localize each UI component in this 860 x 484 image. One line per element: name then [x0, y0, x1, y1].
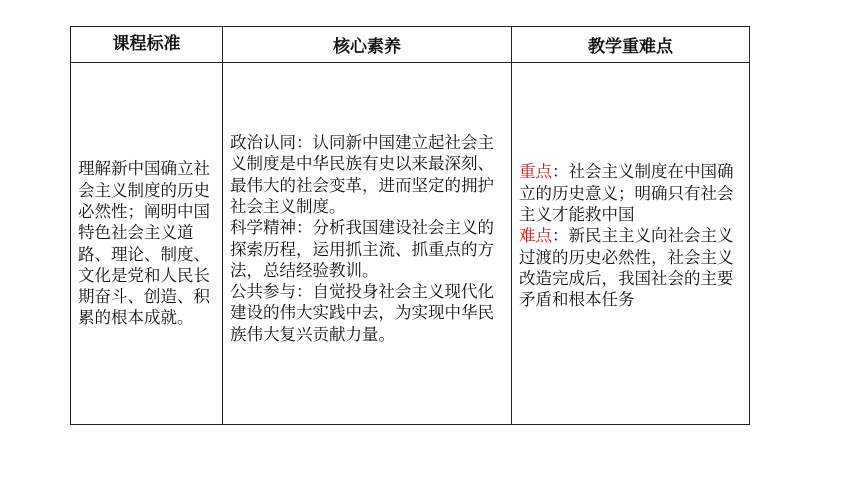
- header-teaching-focus: 教学重难点: [512, 27, 750, 63]
- curriculum-table: [70, 26, 750, 425]
- cell-core-literacy: [223, 63, 512, 425]
- cell-teaching-focus: [512, 63, 750, 425]
- core-literacy-text: [223, 132, 508, 345]
- scientific-spirit-paragraph: 科学精神：分析我国建设社会主义的探索历程，运用抓主流、抓重点的方法，总结经验教训。: [230, 218, 494, 280]
- header-curriculum-standard: 课程标准: [71, 27, 223, 63]
- key-point-paragraph: [519, 161, 734, 225]
- public-participation-paragraph: 公共参与：自觉投身社会主义现代化建设的伟大实践中去，为实现中华民族伟大复兴贡献力量。: [230, 282, 494, 344]
- difficult-point-label: 难点: [519, 226, 552, 246]
- political-identity-paragraph: 政治认同：认同新中国建立起社会主义制度是中华民族有史以来最深刻、最伟大的社会变革，进而坚定的拥护社会主义制度。: [230, 133, 494, 216]
- content-row: [71, 63, 750, 425]
- header-core-literacy: 核心素养: [223, 27, 512, 63]
- header-row: [71, 27, 750, 63]
- difficult-point-text: ：新民主主义向社会主义过渡的历史必然性，社会主义改造完成后，我国社会的主要矛盾和根本任务: [519, 226, 734, 310]
- difficult-point-paragraph: [519, 225, 734, 310]
- curriculum-standard-text: 理解新中国确立社会主义制度的历史必然性；阐明中国特色社会主义道路、理论、制度、文化是党和人民长期奋斗、创造、积累的根本成就。: [78, 159, 210, 328]
- key-point-text: ：社会主义制度在中国确立的历史意义；明确只有社会主义才能救中国: [519, 162, 734, 225]
- teaching-focus-text: [512, 161, 734, 310]
- key-point-label: 重点: [519, 162, 552, 182]
- cell-curriculum-standard: [71, 63, 223, 425]
